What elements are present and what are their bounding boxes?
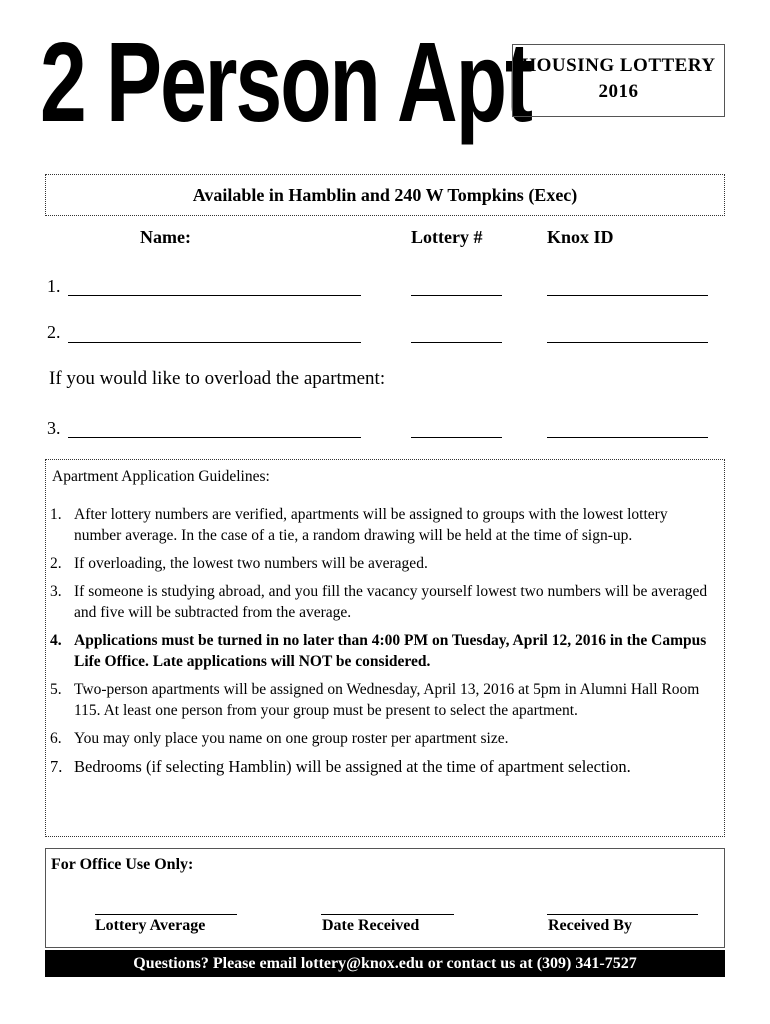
- guidelines-title: Apartment Application Guidelines:: [52, 468, 270, 485]
- lottery-field-1[interactable]: [411, 295, 502, 296]
- knox-id-column-header: Knox ID: [547, 227, 614, 247]
- office-use-box: [45, 848, 725, 948]
- row-number: 2.: [47, 322, 61, 342]
- lottery-column-header: Lottery #: [411, 227, 483, 247]
- guideline-text: You may only place you name on one group roster per apartment size.: [74, 730, 509, 747]
- overload-prompt: If you would like to overload the apartment:: [49, 368, 386, 389]
- guideline-text: Bedrooms (if selecting Hamblin) will be assigned at the time of apartment selection.: [74, 757, 631, 776]
- contact-footer: Questions? Please email lottery@knox.edu or contact us at (309) 341-7527: [45, 950, 725, 977]
- guideline-number: 4.: [50, 632, 62, 649]
- availability-box: Available in Hamblin and 240 W Tompkins (Exec): [45, 174, 725, 216]
- name-field-2[interactable]: [68, 342, 361, 343]
- badge-line-2: 2016: [598, 81, 639, 102]
- guideline-item-deadline: [50, 630, 718, 672]
- guideline-item: [50, 679, 718, 721]
- date-received-label: Date Received: [322, 917, 420, 934]
- page-title: 2 Person Apt: [40, 18, 531, 146]
- guideline-item: [50, 581, 718, 623]
- row-number: 3.: [47, 418, 61, 438]
- guideline-item: [50, 756, 718, 777]
- office-use-title: For Office Use Only:: [51, 856, 194, 873]
- housing-lottery-badge: [512, 44, 725, 117]
- name-field-3[interactable]: [68, 437, 361, 438]
- guideline-number: 7.: [50, 757, 63, 776]
- guideline-number: 2.: [50, 555, 62, 572]
- guidelines-list: [50, 504, 718, 784]
- guideline-item: [50, 504, 718, 546]
- guideline-text: If someone is studying abroad, and you fill the vacancy yourself lowest two numbers will be averaged and five will be subtracted from the average.: [74, 583, 708, 621]
- received-by-field[interactable]: [547, 914, 698, 915]
- guideline-number: 5.: [50, 681, 62, 698]
- knox-id-field-2[interactable]: [547, 342, 708, 343]
- knox-id-field-3[interactable]: [547, 437, 708, 438]
- guideline-text: Two-person apartments will be assigned on Wednesday, April 13, 2016 at 5pm in Alumni Hall Room 115. At least one person from your group must be present to select the apartment.: [74, 681, 700, 719]
- row-number: 1.: [47, 276, 61, 296]
- date-received-field[interactable]: [321, 914, 454, 915]
- guidelines-box: [45, 459, 725, 837]
- lottery-field-3[interactable]: [411, 437, 502, 438]
- guideline-text: If overloading, the lowest two numbers will be averaged.: [74, 555, 428, 572]
- guideline-item: [50, 728, 718, 749]
- lottery-average-field[interactable]: [95, 914, 237, 915]
- guideline-number: 3.: [50, 583, 62, 600]
- received-by-label: Received By: [548, 917, 632, 934]
- guideline-number: 1.: [50, 506, 62, 523]
- guideline-text: Applications must be turned in no later than 4:00 PM on Tuesday, April 12, 2016 in the Campus Life Office. Late applications will NOT be considered.: [74, 632, 707, 670]
- badge-line-1: HOUSING LOTTERY: [521, 55, 716, 76]
- lottery-field-2[interactable]: [411, 342, 502, 343]
- knox-id-field-1[interactable]: [547, 295, 708, 296]
- guideline-number: 6.: [50, 730, 62, 747]
- name-field-1[interactable]: [68, 295, 361, 296]
- name-column-header: Name:: [140, 227, 191, 247]
- guideline-text: After lottery numbers are verified, apartments will be assigned to groups with the lowest lottery number average. In the case of a tie, a random drawing will be held at the time of sign-up.: [74, 506, 668, 544]
- lottery-average-label: Lottery Average: [95, 917, 206, 934]
- guideline-item: [50, 553, 718, 574]
